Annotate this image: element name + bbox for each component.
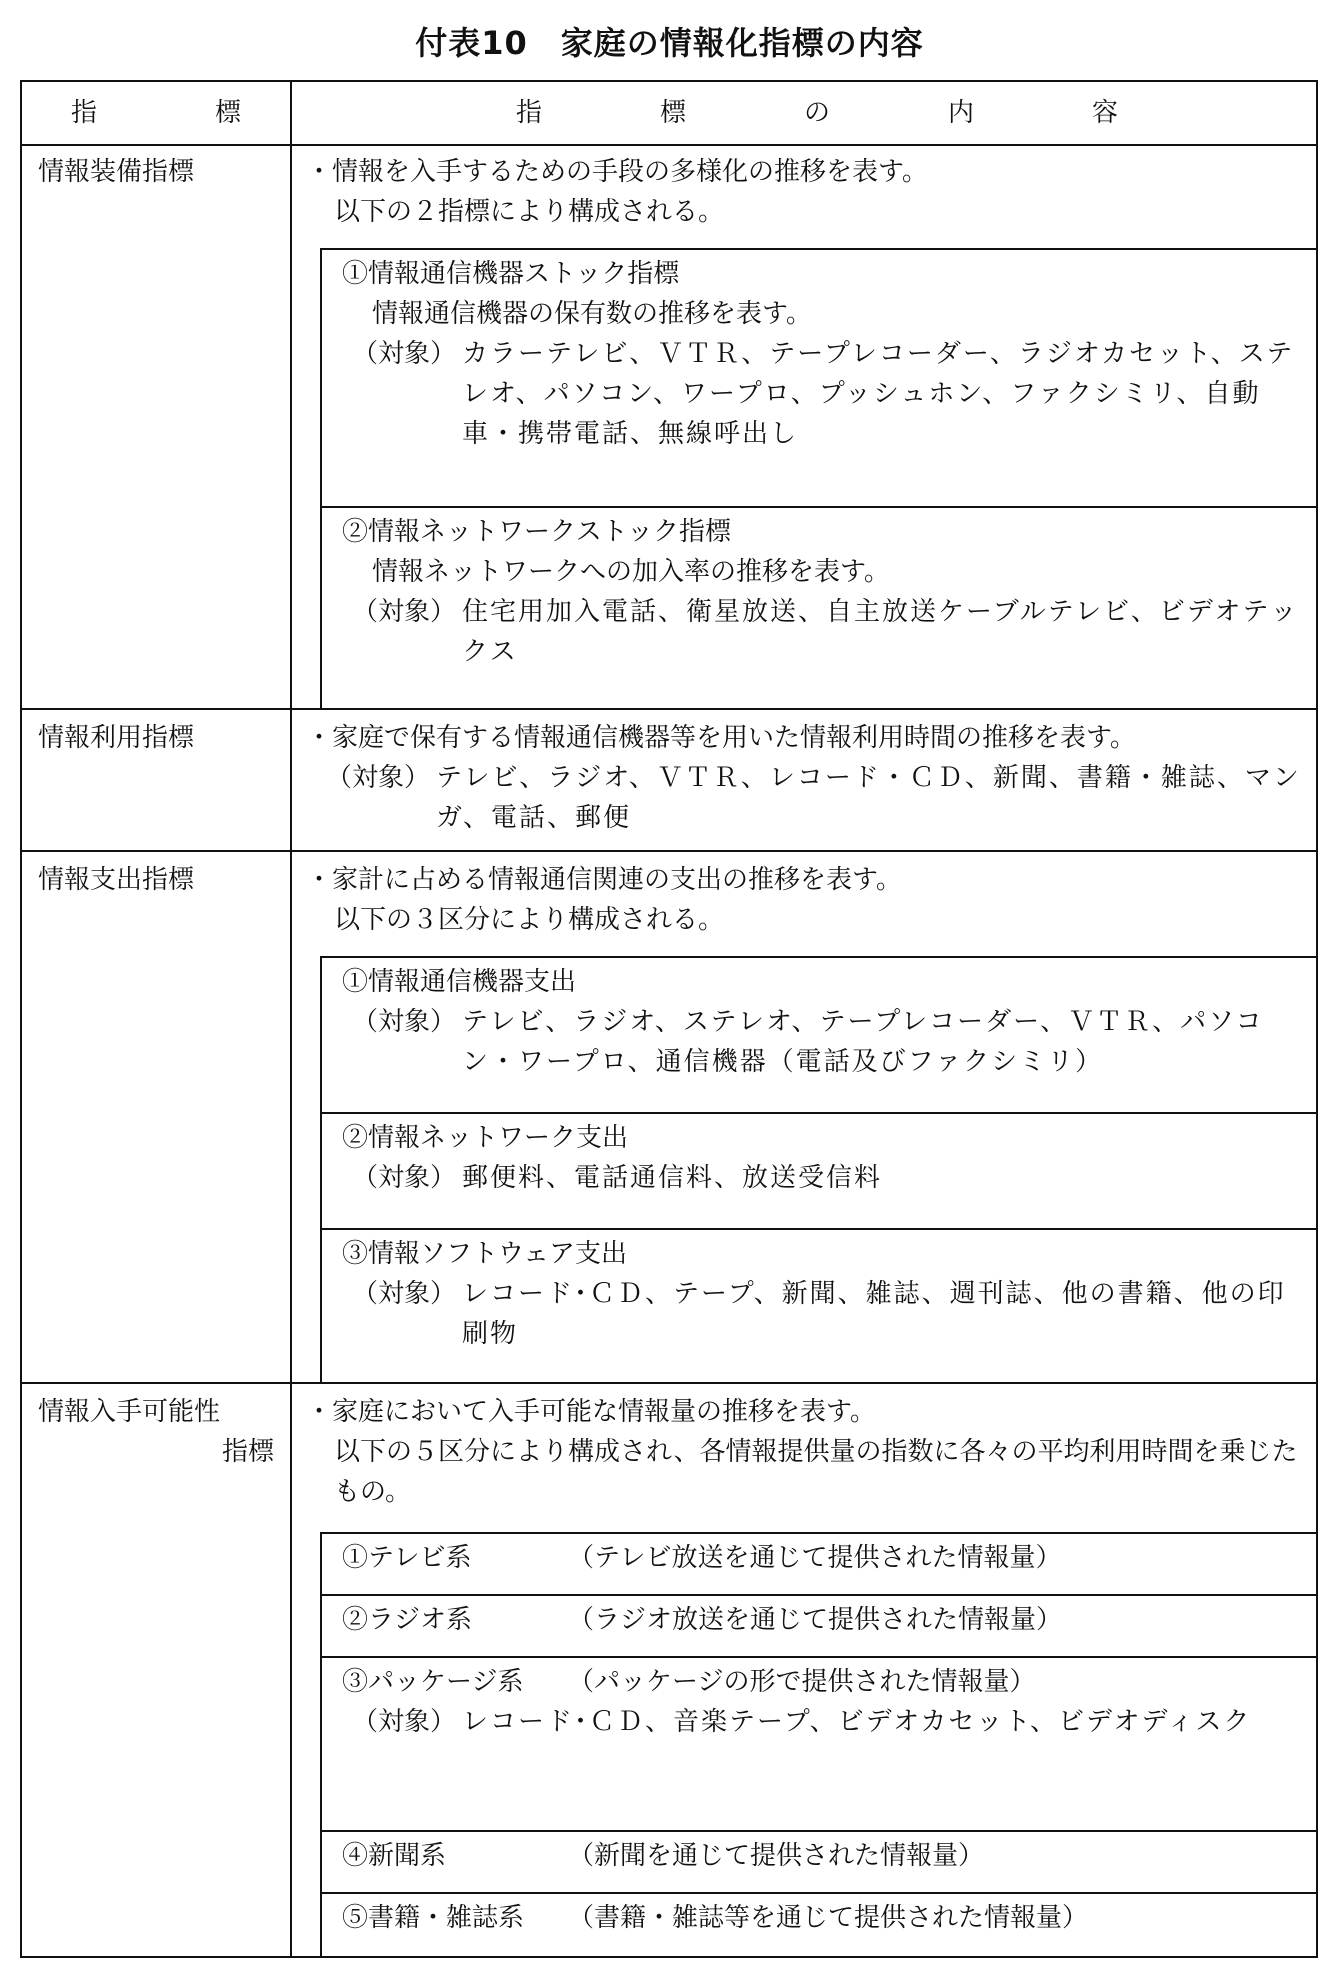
target-list <box>342 1158 1304 1198</box>
sub-indicator <box>322 1894 1316 1956</box>
sub-indicator-name: ①テレビ系 <box>342 1543 472 1573</box>
sub-indicator-name: ①情報通信機器支出 <box>342 967 577 997</box>
target-list <box>306 758 1302 838</box>
row-description <box>306 1392 1302 1512</box>
sub-indicator-note: （書籍・雑誌等を通じて提供された情報量） <box>568 1903 1089 1933</box>
description-line: ・家計に占める情報通信関連の支出の推移を表す。 <box>306 865 902 895</box>
sub-indicator-name: ②情報ネットワーク支出 <box>342 1123 629 1153</box>
sub-indicator-name: ③情報ソフトウェア支出 <box>342 1239 627 1269</box>
table-row-equipment <box>22 144 1316 710</box>
description-line: 以下の３区分により構成される。 <box>334 905 725 935</box>
sub-indicator-box <box>320 248 1318 710</box>
sub-indicator-line <box>342 1898 1304 1938</box>
sub-indicator <box>322 1114 1316 1230</box>
sub-indicator-note: （ラジオ放送を通じて提供された情報量） <box>568 1605 1063 1635</box>
row-label: 情報支出指標 <box>38 865 195 895</box>
table-header-row <box>22 82 1316 146</box>
sub-indicator-note: （パッケージの形で提供された情報量） <box>568 1667 1036 1697</box>
sub-indicator-box <box>320 956 1318 1384</box>
target-label: （対象） <box>352 339 457 369</box>
target-text: レコード･ＣＤ、音楽テープ、ビデオカセット、ビデオディスク <box>462 1707 1252 1737</box>
target-label: （対象） <box>352 1707 457 1737</box>
description-line: 以下の５区分により構成され、各情報提供量の指数に各々の平均利用時間を乗じたもの。 <box>334 1437 1298 1507</box>
target-text: テレビ、ラジオ、ＶＴＲ、レコード・ＣＤ、新聞、書籍・雑誌、マンガ、電話、郵便 <box>436 763 1301 833</box>
sub-indicator-note: （新聞を通じて提供された情報量） <box>568 1841 985 1871</box>
row-label-line: 指標 <box>221 1437 274 1467</box>
row-description <box>306 152 1302 232</box>
sub-indicator-name: ③パッケージ系 <box>342 1667 524 1697</box>
sub-indicator-line <box>342 1538 1304 1578</box>
target-text: カラーテレビ、ＶＴＲ、テープレコーダー、ラジオカセット、ステレオ、パソコン、ワープロ、プッシュホン、ファクシミリ、自動車・携帯電話、無線呼出し <box>462 339 1295 449</box>
target-list <box>342 1274 1304 1354</box>
sub-indicator <box>322 508 1316 708</box>
sub-indicator-name: ②ラジオ系 <box>342 1605 473 1635</box>
description-line: ・家庭で保有する情報通信機器等を用いた情報利用時間の推移を表す。 <box>306 723 1136 753</box>
target-text: 住宅用加入電話、衛星放送、自主放送ケーブルテレビ、ビデオテックス <box>462 597 1299 667</box>
description-line: 以下の２指標により構成される。 <box>334 197 725 227</box>
target-label: （対象） <box>352 1163 457 1193</box>
target-list <box>342 334 1304 454</box>
row-label: 情報利用指標 <box>38 723 195 753</box>
target-text: テレビ、ラジオ、ステレオ、テープレコーダー、ＶＴＲ、パソコン・ワープロ、通信機器（電話及びファクシミリ） <box>462 1007 1264 1077</box>
sub-indicator-line <box>342 1600 1304 1640</box>
row-label <box>38 1392 274 1472</box>
table-row-availability <box>22 1384 1316 1958</box>
target-text: 郵便料、電話通信料、放送受信料 <box>462 1163 883 1193</box>
sub-indicator-name: ②情報ネットワークストック指標 <box>342 517 731 547</box>
sub-indicator-note: （テレビ放送を通じて提供された情報量） <box>568 1543 1062 1573</box>
row-description <box>306 860 1302 940</box>
target-label: （対象） <box>352 1279 457 1309</box>
description-line: ・情報を入手するための手段の多様化の推移を表す。 <box>306 157 928 187</box>
row-label: 情報装備指標 <box>38 157 195 187</box>
target-label: （対象） <box>352 1007 457 1037</box>
sub-indicator-desc: 情報通信機器の保有数の推移を表す。 <box>372 299 812 329</box>
sub-indicator <box>322 1596 1316 1658</box>
indicator-table <box>20 80 1318 1958</box>
sub-indicator <box>322 1832 1316 1894</box>
sub-indicator-name: ①情報通信機器ストック指標 <box>342 259 680 289</box>
target-list <box>342 1702 1304 1742</box>
target-list <box>342 1002 1304 1082</box>
description-line: ・家庭において入手可能な情報量の推移を表す。 <box>306 1397 876 1427</box>
sub-indicator-line <box>342 1662 1304 1702</box>
row-description <box>306 718 1302 838</box>
header-content: 指 標 の 内 容 <box>515 98 1164 128</box>
sub-indicator <box>322 1534 1316 1596</box>
header-indicator: 指 標 <box>70 98 287 128</box>
target-list <box>342 592 1304 672</box>
row-label-line: 情報入手可能性 <box>38 1397 221 1427</box>
sub-indicator-desc: 情報ネットワークへの加入率の推移を表す。 <box>372 557 890 587</box>
sub-indicator <box>322 1658 1316 1832</box>
sub-indicator <box>322 250 1316 508</box>
sub-indicator <box>322 1230 1316 1382</box>
sub-indicator-name: ⑤書籍・雑誌系 <box>342 1903 525 1933</box>
target-label: （対象） <box>326 763 431 793</box>
sub-indicator <box>322 958 1316 1114</box>
sub-indicator-name: ④新聞系 <box>342 1841 447 1871</box>
sub-indicator-line <box>342 1836 1304 1876</box>
table-row-usage <box>22 710 1316 852</box>
table-row-expenditure <box>22 852 1316 1384</box>
target-label: （対象） <box>352 597 457 627</box>
table-title: 付表10 家庭の情報化指標の内容 <box>415 24 924 62</box>
sub-indicator-box <box>320 1532 1318 1958</box>
target-text: レコード･ＣＤ、テープ、新聞、雑誌、週刊誌、他の書籍、他の印刷物 <box>462 1279 1286 1349</box>
